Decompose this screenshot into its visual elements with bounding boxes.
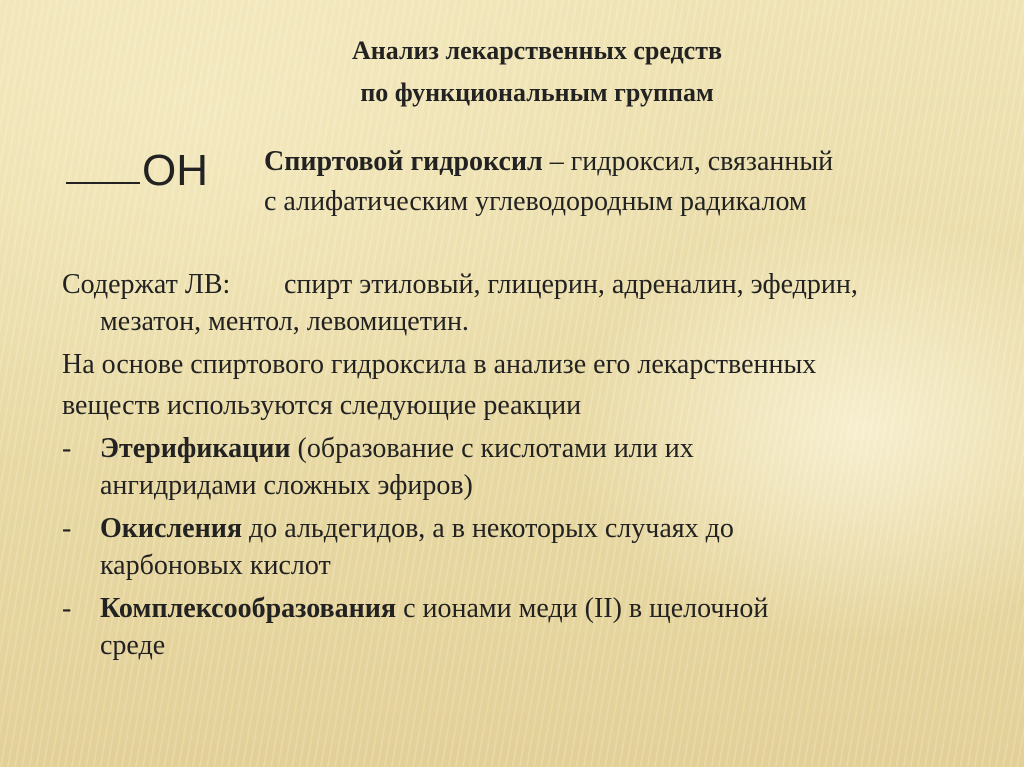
- contains-line-1: [62, 266, 1002, 303]
- dash-bullet-icon: -: [62, 593, 72, 624]
- slide-title-line-2: по функциональным группам: [360, 78, 714, 107]
- dash-bullet-icon: -: [62, 433, 72, 464]
- hydroxyl-formula: [66, 146, 236, 210]
- hydroxyl-definition: [264, 142, 984, 222]
- contains-label: Содержат ЛВ:: [62, 269, 231, 300]
- reaction-line-1: [100, 430, 1002, 467]
- reaction-term: Окисления: [100, 513, 243, 544]
- reaction-item-oxidation: [62, 510, 1002, 584]
- reaction-line-2: среде: [100, 630, 166, 661]
- paragraph-line-1: На основе спиртового гидроксила в анализе его лекарственных: [62, 349, 817, 380]
- reaction-line-1: [100, 590, 1002, 627]
- contains-list-1: спирт этиловый, глицерин, адреналин, эфедрин,: [284, 269, 858, 300]
- definition-text-1: – гидроксил, связанный: [542, 146, 834, 177]
- slide-title: [0, 30, 1024, 114]
- dash-bullet-icon: -: [62, 513, 72, 544]
- reaction-term: Комплексообразования: [100, 593, 397, 624]
- definition-term: Спиртовой гидроксил: [264, 146, 543, 177]
- reaction-item-complexation: [62, 590, 1002, 664]
- slide-body: [62, 266, 1002, 664]
- reaction-line-1: [100, 510, 1002, 547]
- reaction-text-1: (образование с кислотами или их: [290, 433, 694, 464]
- slide-title-line-1: Анализ лекарственных средств: [351, 36, 723, 65]
- reaction-text-1: с ионами меди (II) в щелочной: [396, 593, 769, 624]
- single-bond-line-icon: [66, 182, 140, 184]
- reaction-line-2: карбоновых кислот: [100, 550, 331, 581]
- reaction-text-1: до альдегидов, а в некоторых случаях до: [242, 513, 734, 544]
- reaction-item-esterification: [62, 430, 1002, 504]
- reaction-line-2: ангидридами сложных эфиров): [100, 470, 473, 501]
- reaction-term: Этерификации: [100, 433, 291, 464]
- hydroxyl-group-label: OH: [142, 146, 208, 195]
- paragraph-line-2: веществ используются следующие реакции: [62, 390, 582, 421]
- definition-line-1: [264, 142, 984, 182]
- contains-list-2: мезатон, ментол, левомицетин.: [100, 306, 469, 337]
- definition-line-2: с алифатическим углеводородным радикалом: [264, 186, 807, 217]
